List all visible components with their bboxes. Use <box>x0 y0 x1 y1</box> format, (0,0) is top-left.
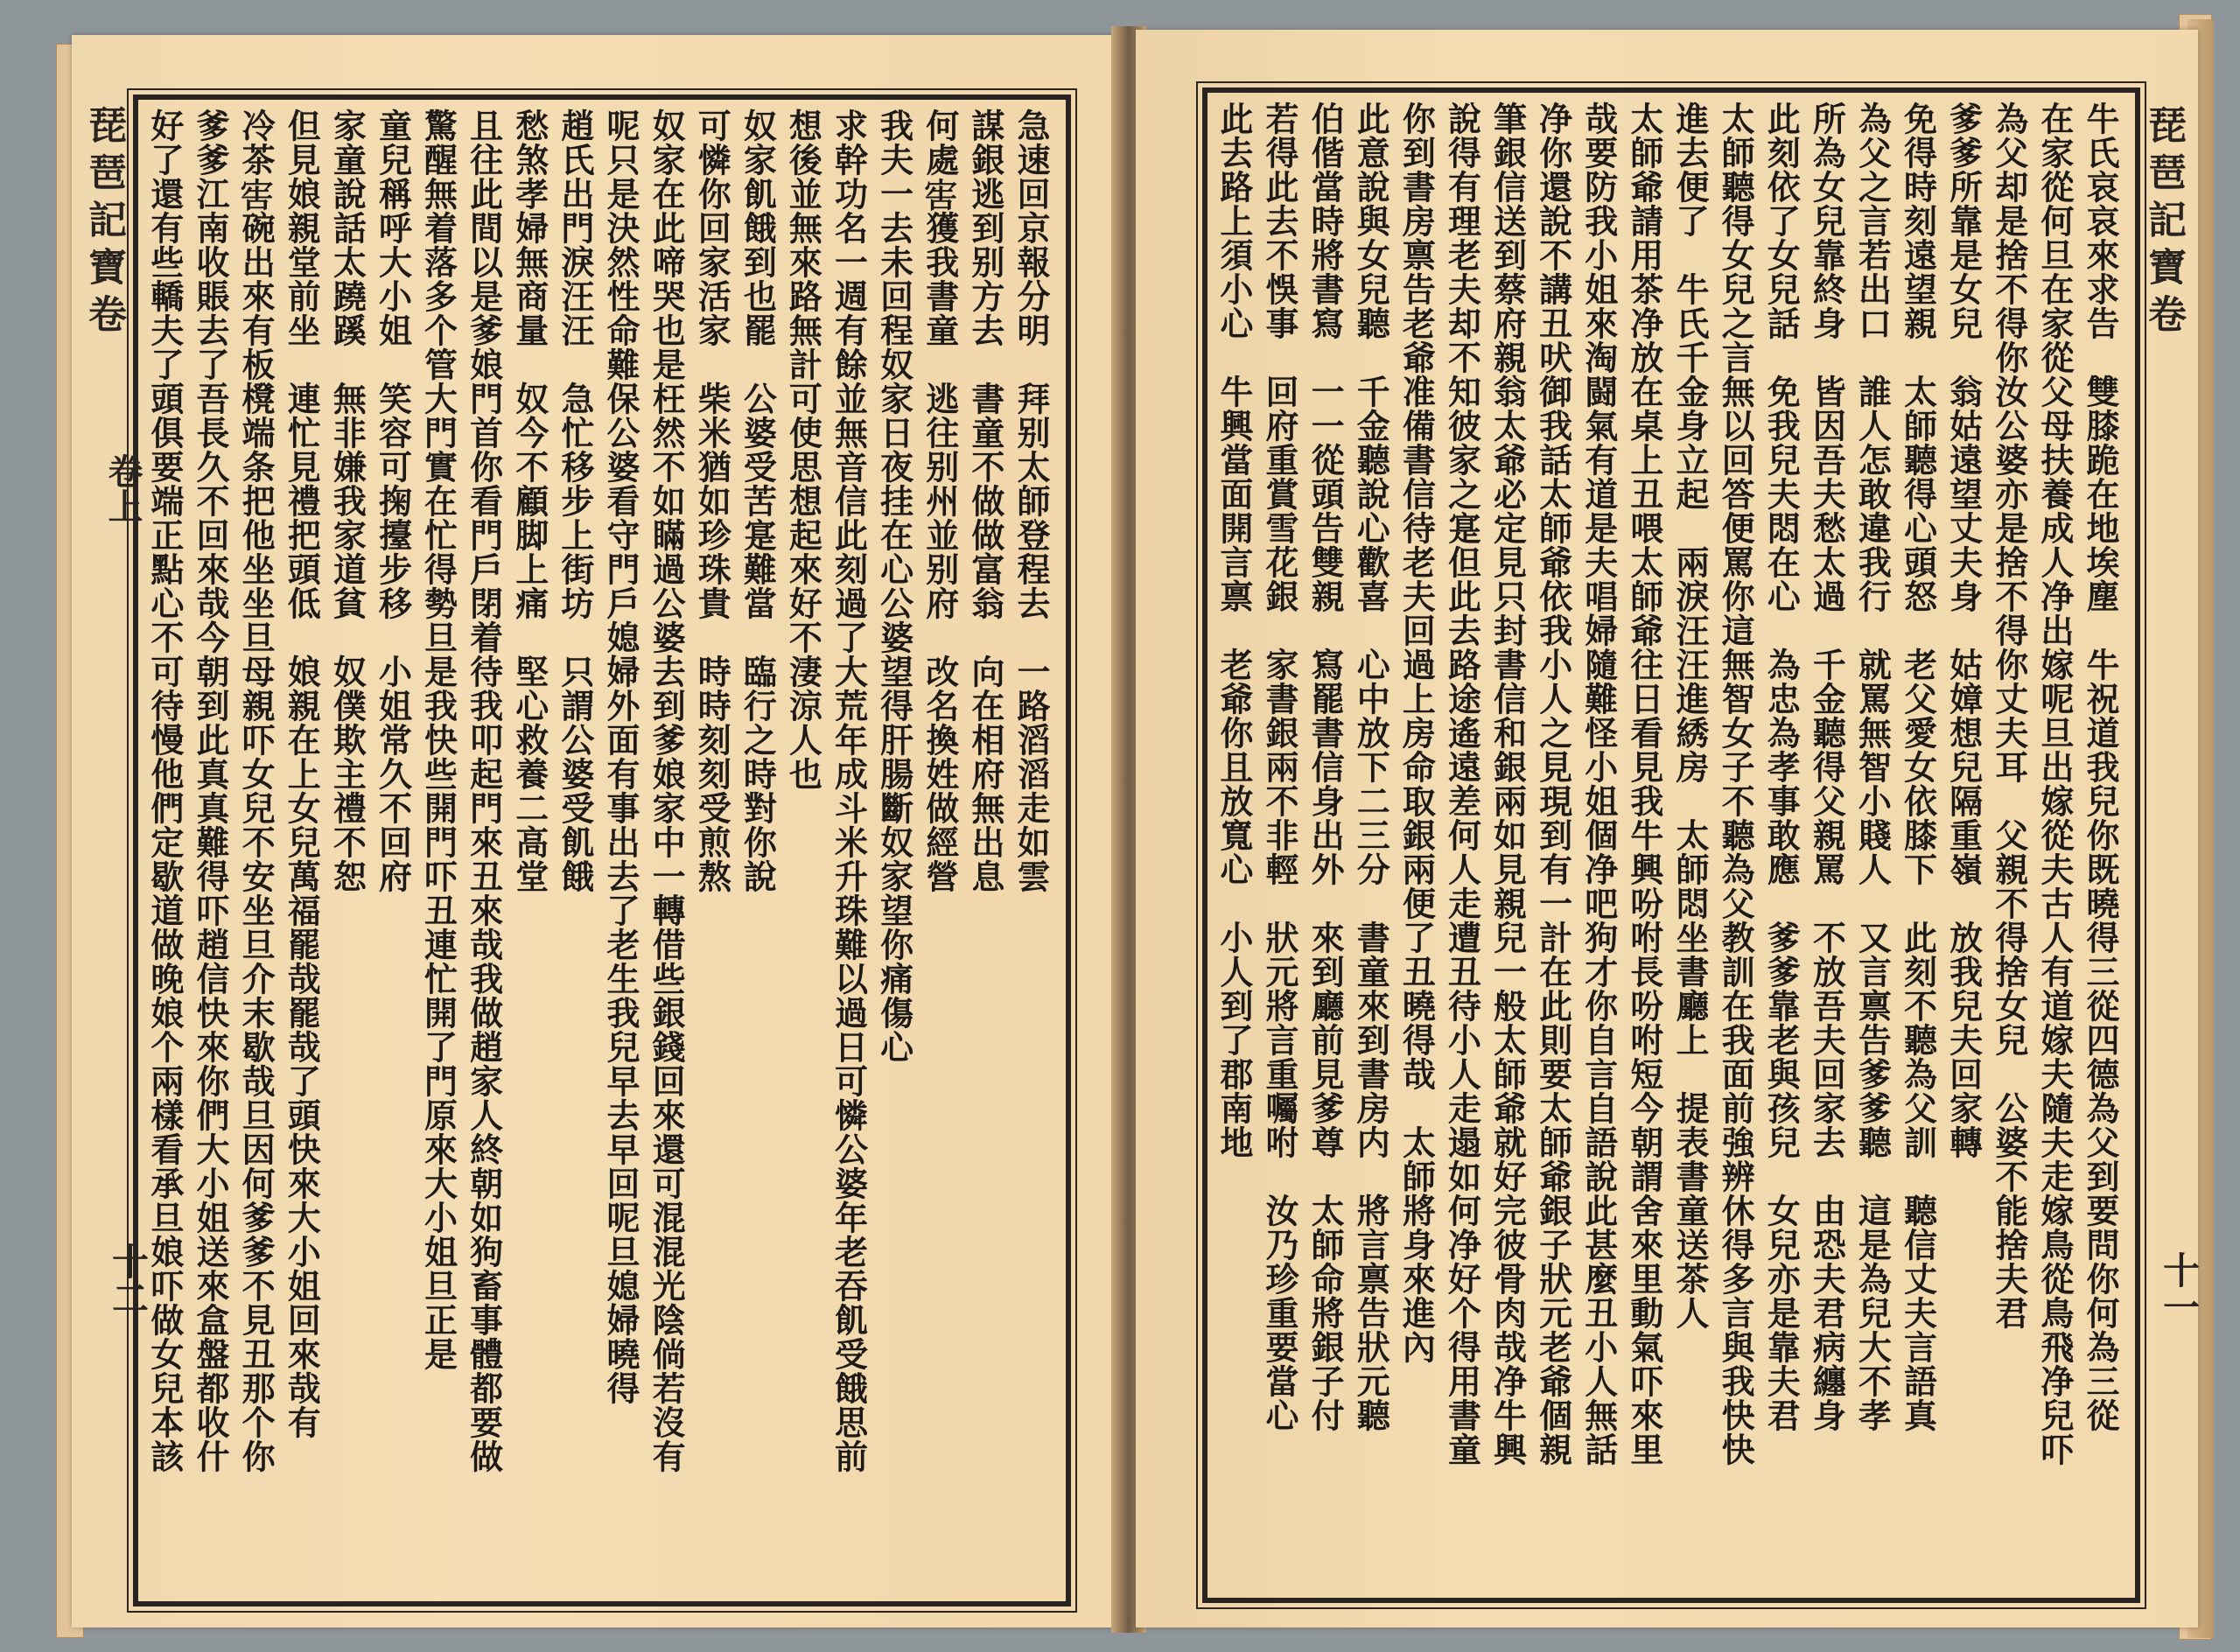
text-column: 且往此間以是爹娘門首你看門戶閉着待我叩起門來丑來哉我做趙家人終朝如狗畜事體都要做 <box>464 108 504 1474</box>
text-column: 此刻依了女兒話 免我兒夫悶在心 為忠為孝事敢應 爹爹靠老與孩兒 女兒亦是靠夫君 <box>1761 102 1802 1432</box>
left-text-columns <box>144 108 1051 1587</box>
text-column: 急速回京報分明 拜别太師登程去 一路滔滔走如雲 <box>1011 108 1051 893</box>
text-column: 好了還有些轎夫了頭俱要端正點心不可待慢他們定歇道做晚娘个兩樣看承旦娘吓做女兒本該 <box>144 108 185 1474</box>
text-column: 太師聽得女兒之言無以回答便罵你這無智女子不聽為父教訓在我面前強辨休得多言與我快快 <box>1716 102 1756 1466</box>
right-margin-title: 琵琶記寶卷 <box>2141 105 2186 341</box>
text-column: 伯偕當時將書寫 一一從頭告雙親 寫罷書信身出外 來到廳前見爹尊 太師命將銀子付 <box>1306 102 1346 1432</box>
left-margin-title: 琵琶記寶卷 <box>81 105 126 341</box>
text-column: 牛氏哀哀來求告 雙膝跪在地埃塵 牛祝道我兒你既曉得三從四德為父到要問你何為三從 <box>2080 102 2120 1432</box>
text-column: 哉要防我小姐來淘闘氣有道是夫唱婦隨難怪小姐個净吧狗才你自言自語說此甚麼丑小人無話 <box>1578 102 1619 1466</box>
left-page <box>72 35 1118 1628</box>
text-column: 此去路上須小心 牛興當面開言禀 老爺你且放寬心 小人到了郡南地 <box>1214 102 1254 1159</box>
text-column: 在家從何旦在家從父母扶養成人净出嫁呢旦出嫁從夫古人有道嫁夫隨夫走嫁鳥從鳥飛净兒吓 <box>2034 102 2075 1466</box>
right-page <box>1136 30 2201 1628</box>
text-column: 爹爹所靠是女兒 翁姑遠望丈夫身 姑嫜想兒隔重嶺 放我兒夫回家轉 <box>1943 102 1984 1159</box>
text-column: 家童說話太蹺蹊 無非嫌我家道貧 奴僕欺主禮不恕 <box>327 108 368 893</box>
text-column: 謀銀逃到别方去 書童不做做富翁 向在相府無出息 <box>965 108 1005 893</box>
text-column: 太師爺請用茶净放在桌上丑喂太師爺往日看見我牛興吩咐長吩咐短今朝謂舍來里動氣吓來里 <box>1624 102 1664 1466</box>
text-column: 你到書房禀告老爺准備書信待老夫回過上房命取銀兩便了丑曉得哉 太師將身來進內 <box>1396 102 1437 1364</box>
right-text-columns <box>1216 102 2118 1580</box>
text-column: 進去便了 牛氏千金身立起 兩淚汪汪進綉房 太師悶坐書廳上 提表書童送茶人 <box>1670 102 1710 1330</box>
text-column: 求幹功名一週有餘並無音信此刻過了大荒年成斗米升珠難以過日可憐公婆年老吞飢受餓思前 <box>829 108 869 1474</box>
text-column: 愁煞孝婦無商量 奴今不顧脚上痛 堅心救養二高堂 <box>509 108 550 893</box>
text-column: 為父却是捨不得你汝公婆亦是捨不得你丈夫耳 父親不得捨女兒 公婆不能捨夫君 <box>1989 102 2029 1330</box>
text-column: 說得有理老夫却不知彼家之寔但此去路途遙遠差何人走遭丑待小人走遢如何净好个得用書童 <box>1442 102 1482 1466</box>
right-folio-number: 十一 <box>2158 1251 2201 1325</box>
text-column: 但見娘親堂前坐 連忙見禮把頭低 娘親在上女兒萬福罷哉罷哉了頭快來大小姐回來哉有 <box>282 108 322 1439</box>
text-column: 筆銀信送到蔡府親翁太爺必定見只封書信和銀兩如見親兒一般太師爺就好完彼骨肉哉净牛興 <box>1488 102 1528 1466</box>
text-column: 免得時刻遠望親 太師聽得心頭怒 老父愛女依膝下 此刻不聽為父訓 聽信丈夫言語真 <box>1898 102 1938 1432</box>
text-column: 爹爹江南收賬去了吾長久不回來哉今朝到此真真難得吓趙信快來你們大小姐送來盒盤都收什 <box>191 108 230 1474</box>
text-column: 何處𡨟獲我書童 逃往别州並别府 改名換姓做經營 <box>920 108 960 893</box>
text-column: 童兒稱呼大小姐 笑容可掬擡步移 小姐常久不回府 <box>373 108 413 893</box>
left-folio-number: 十二 <box>107 1242 150 1316</box>
text-column: 奴家在此啼哭也是枉然不如瞞過公婆去到爹娘家中一轉借些銀錢回來還可混混光陰倘若沒有 <box>647 108 687 1474</box>
text-column: 驚醒無着落多个管大門實在忙得勢旦是我快些開門吓丑連忙開了門原來大小姐旦正是 <box>418 108 458 1371</box>
text-column: 此意說與女兒聽 千金聽說心歡喜 心中放下二三分 書童來到書房内 將言禀告狀元聽 <box>1351 102 1391 1432</box>
text-column: 呢只是決然性命難保公婆看守門戶媳婦外面有事出去了老生我兒早去早回呢旦媳婦曉得 <box>600 108 640 1405</box>
text-column: 可憐你回家活家 柴米猶如珍珠貴 時時刻刻受煎熬 <box>692 108 732 893</box>
left-juan-mark: 卷上 <box>102 453 144 523</box>
text-column: 净你還說不講丑吠御我話太師爺依我小人之見現到有一計在此則要太師爺銀子狀元老爺個親 <box>1533 102 1573 1466</box>
text-column: 趙氏出門淚汪汪 急忙移步上街坊 只謂公婆受飢餓 <box>555 108 595 893</box>
text-column: 想後並無來路無計可使思想起來好不淒涼人也 <box>783 108 823 791</box>
text-column: 冷茶𡨟碗出來有板櫈端条把他坐坐旦母親吓女兒不安坐旦介末歇哉旦因何爹爹不見丑那个你 <box>236 108 276 1474</box>
text-column: 所為女兒靠終身 皆因吾夫愁太過 千金聽得父親罵 不放吾夫回家去 由恐夫君病纏身 <box>1807 102 1847 1432</box>
text-column: 為父之言若出口 誰人怎敢違我行 就罵無智小賤人 又言禀告爹爹聽 這是為兒大不孝 <box>1852 102 1893 1432</box>
text-column: 奴家飢餓到也罷 公婆受苦寔難當 臨行之時對你說 <box>738 108 778 893</box>
text-column: 若得此去不悞事 回府重賞雪花銀 家書銀兩不非輕 狀元將言重囑咐 汝乃珍重要當心 <box>1260 102 1299 1432</box>
text-column: 我夫一去未回程奴家日夜挂在心公婆望得肝腸斷奴家望你痛傷心 <box>874 108 914 1064</box>
